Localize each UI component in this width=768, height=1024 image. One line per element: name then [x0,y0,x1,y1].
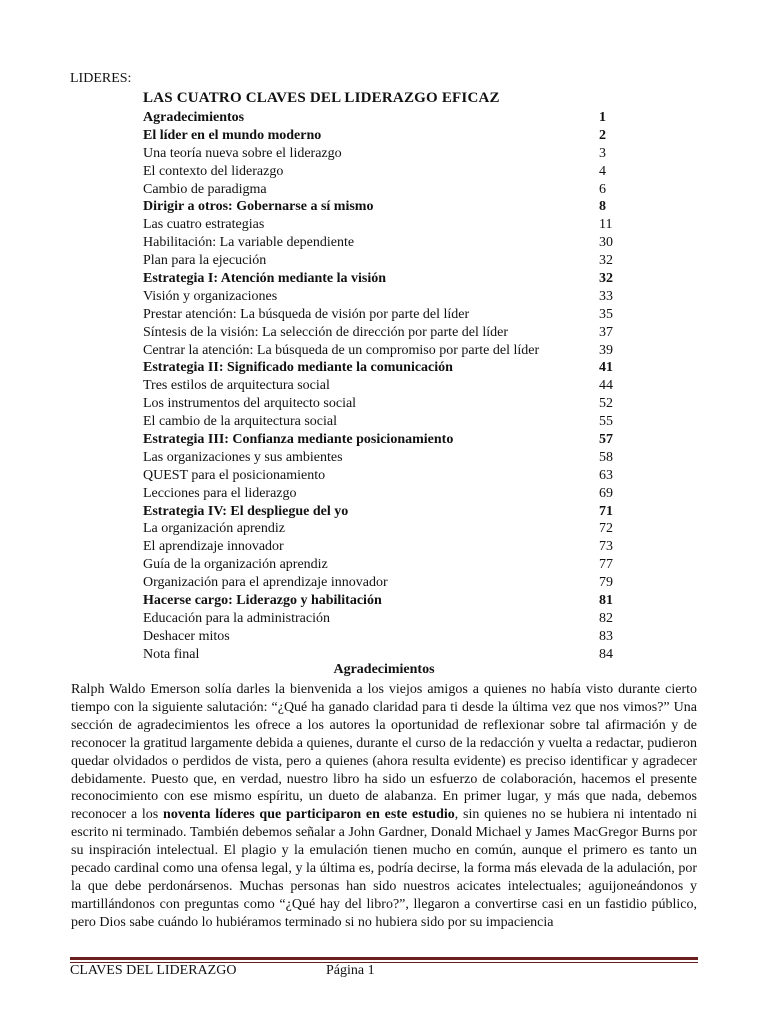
toc-entry-title: Plan para la ejecución [143,253,267,269]
toc-entry [143,234,613,252]
toc-entry-page: 71 [599,503,613,519]
toc-entry-title: Dirigir a otros: Gobernarse a sí mismo [143,199,374,215]
toc-entry [143,574,613,592]
toc-entry [143,646,613,664]
toc-entry [143,395,613,413]
toc-entry-title: Nota final [143,646,200,662]
toc-entry-title: El cambio de la arquitectura social [143,414,337,430]
toc-entry-page: 52 [599,396,613,412]
toc-entry-title: La organización aprendiz [143,521,286,537]
toc-entry-page: 58 [599,449,613,465]
toc-entry-title: Las organizaciones y sus ambientes [143,449,343,465]
toc-entry-page: 57 [599,432,613,448]
toc-entry [143,610,613,628]
toc-entry-title: Tres estilos de arquitectura social [143,378,330,394]
toc-entry-title: Deshacer mitos [143,628,230,644]
toc-entry [143,520,613,538]
toc-entry-page: 73 [599,539,613,555]
toc-entry-page: 37 [599,324,613,340]
toc-entry [143,449,613,467]
toc-entry-title: Una teoría nueva sobre el liderazgo [143,145,342,161]
toc-entry-title: Los instrumentos del arquitecto social [143,396,357,412]
toc-entry [143,377,613,395]
toc-entry-page: 79 [599,575,613,591]
toc-entry-page: 35 [599,306,613,322]
toc-entry-title: Síntesis de la visión: La selección de dirección por parte del líder [143,324,509,340]
toc-entry [143,628,613,646]
paragraph-text-start: Ralph Waldo Emerson solía darles la bienvenida a los viejos amigos a quienes no había visto durante cierto tiempo con la siguiente salutación: “¿Qué ha ganado claridad para ti desde la última vez que nos vimos?” Una sección de agradecimientos les ofrece a los autores la oportunidad de reflexionar sobre tal afirmación y de reconocer la gratitud largamente debida a quienes, durante el curso de la redacción y vuelta a redactar, pudieron quedar olvidados o perdidos de vista, pero a quienes (ahora resulta evidente) es preciso identificar y agradecer debidamente. Puesto que, en verdad, nuestro libro ha sido un esfuerzo de colaboración, hacemos el presente reconocimiento con ese mismo espíritu, un dueto de alabanza. En primer lugar, y más que nada, debemos reconocer a los [71,682,697,823]
toc-entry-title: El líder en el mundo moderno [143,127,322,143]
toc-entry [143,306,613,324]
toc-entry-title: El contexto del liderazgo [143,163,284,179]
toc-entry-page: 77 [599,557,613,573]
toc-entry-title: Habilitación: La variable dependiente [143,235,355,251]
paragraph-bold-text: noventa líderes que participaron en este estudio [163,807,455,823]
toc-entry-page: 3 [599,145,606,161]
toc-entry-title: Educación para la administración [143,610,330,626]
toc-entry-title: Las cuatro estrategias [143,217,265,233]
toc-entry [143,288,613,306]
toc-entry-title: Hacerse cargo: Liderazgo y habilitación [143,593,382,609]
toc-entry-title: Lecciones para el liderazgo [143,485,297,501]
toc-entry [143,324,613,342]
toc-entry [143,109,613,127]
toc-entry-page: 83 [599,628,613,644]
toc-entry-title: Estrategia III: Confianza mediante posicionamiento [143,432,454,448]
toc-entry [143,270,613,288]
toc-entry-title: QUEST para el posicionamiento [143,467,326,483]
toc-entry-title: El aprendizaje innovador [143,539,284,555]
table-of-contents [143,109,613,664]
toc-entry-page: 33 [599,288,613,304]
toc-entry-page: 8 [599,199,606,215]
toc-entry [143,216,613,234]
toc-entry-title: Agradecimientos [143,110,245,125]
toc-entry-page: 81 [599,593,613,609]
toc-entry [143,359,613,377]
footer-title: CLAVES DEL LIDERAZGO [70,963,237,978]
toc-entry [143,467,613,485]
toc-entry [143,556,613,574]
footer-page-number: Página 1 [326,963,375,978]
page-label: LIDERES: [70,71,132,86]
document-title: LAS CUATRO CLAVES DEL LIDERAZGO EFICAZ [143,90,500,106]
toc-entry-title: Estrategia IV: El despliegue del yo [143,503,349,519]
toc-entry [143,163,613,181]
toc-entry [143,538,613,556]
toc-entry [143,413,613,431]
toc-entry-page: 39 [599,342,613,358]
toc-entry [143,127,613,145]
toc-entry-page: 63 [599,467,613,483]
toc-entry-title: Estrategia II: Significado mediante la comunicación [143,360,453,376]
toc-entry-title: Centrar la atención: La búsqueda de un compromiso por parte del líder [143,342,540,358]
toc-entry [143,181,613,199]
toc-entry-page: 4 [599,163,606,179]
toc-entry [143,342,613,360]
toc-entry-title: Organización para el aprendizaje innovador [143,575,388,591]
toc-entry-page: 6 [599,181,606,197]
toc-entry [143,145,613,163]
toc-entry-page: 69 [599,485,613,501]
toc-entry-page: 55 [599,414,613,430]
toc-entry [143,503,613,521]
section-heading: Agradecimientos [333,662,435,677]
toc-entry-page: 44 [599,378,613,394]
toc-entry-title: Visión y organizaciones [143,288,278,304]
toc-entry-title: Guía de la organización aprendiz [143,557,328,573]
paragraph-text-end: , sin quienes no se hubiera ni intentado ni escrito ni terminado. También debemos señalar a John Gardner, Donald Michael y James MacGregor Burns por su inspiración intelectual. El plagio y la emulación tienen mucho en común, aunque el primero es tanto un pecado cardinal como una ofensa legal, y la última es, podría decirse, la forma más elevada de la adulación, por la que debe perdonársenos. Muchas personas han sido nuestros acicates intelectuales; aguijoneándonos y martillándonos con preguntas como “¿Qué hay del libro?”, llegaron a convertirse casi en un fastidio público, pero Dios sabe cuándo lo hubiéramos terminado si no hubiera sido por su impaciencia [71,807,697,930]
toc-entry-page: 32 [599,253,613,269]
toc-entry-page: 72 [599,521,613,537]
toc-entry-page: 2 [599,127,606,143]
toc-entry-title: Prestar atención: La búsqueda de visión por parte del líder [143,306,470,322]
toc-entry-page: 82 [599,610,613,626]
toc-entry [143,592,613,610]
toc-entry [143,431,613,449]
toc-entry-page: 11 [599,217,613,233]
toc-entry [143,198,613,216]
toc-entry-page: 84 [599,646,613,662]
toc-entry-page: 41 [599,360,613,376]
toc-entry [143,252,613,270]
footer-rule-thick [70,957,698,960]
toc-entry-title: Estrategia I: Atención mediante la visión [143,271,387,287]
toc-entry-title: Cambio de paradigma [143,181,267,197]
toc-entry-page: 1 [599,110,606,125]
body-paragraph [71,681,697,949]
toc-entry-page: 30 [599,235,613,251]
toc-entry-page: 32 [599,271,613,287]
toc-entry [143,485,613,503]
